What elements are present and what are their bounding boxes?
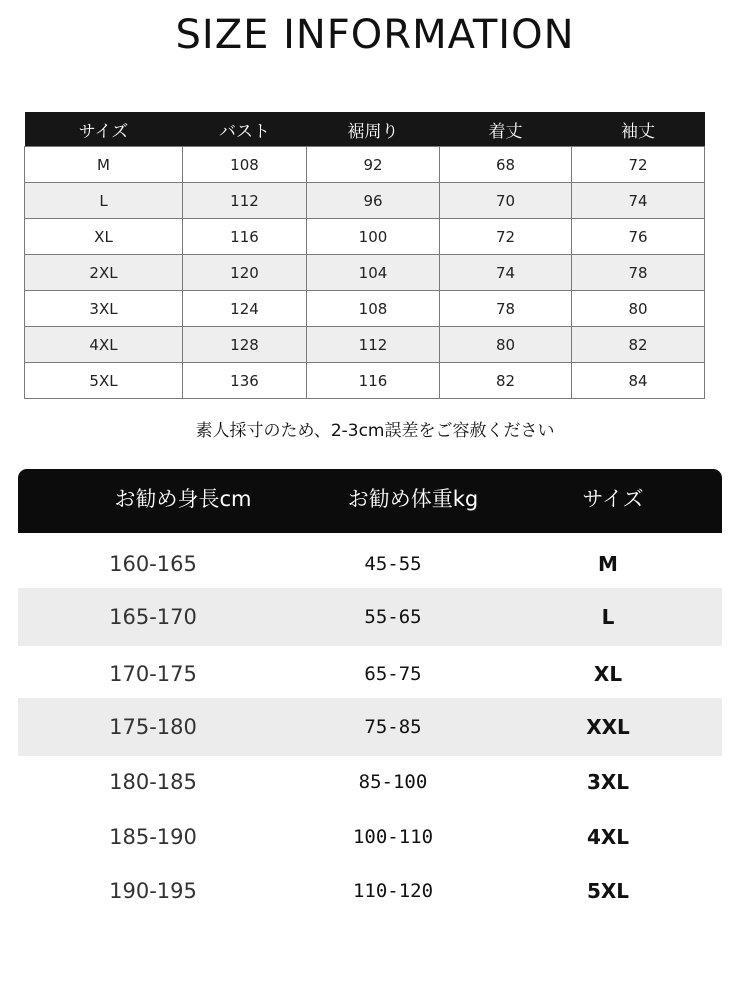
- height-range: 175-180: [109, 715, 197, 739]
- cell: 116: [307, 363, 440, 399]
- cell: 74: [440, 255, 572, 291]
- cell: M: [25, 147, 183, 183]
- cell: 116: [183, 219, 307, 255]
- cell: 112: [183, 183, 307, 219]
- cell: 2XL: [25, 255, 183, 291]
- cell: 78: [572, 255, 705, 291]
- page-title: SIZE INFORMATION: [175, 12, 575, 58]
- header-height: お勧め身長cm: [114, 487, 252, 511]
- weight-range: 85-100: [358, 771, 428, 793]
- cell: 124: [183, 291, 307, 327]
- table-row: [18, 588, 722, 646]
- size-table: [24, 112, 705, 399]
- cell: 82: [440, 363, 572, 399]
- height-range: 160-165: [109, 552, 197, 576]
- cell: 104: [307, 255, 440, 291]
- height-range: 165-170: [109, 605, 197, 629]
- weight-range: 45-55: [364, 553, 422, 575]
- cell: 72: [440, 219, 572, 255]
- cell: 80: [440, 327, 572, 363]
- table-row: [25, 183, 705, 219]
- header-hem: 裾周り: [307, 112, 440, 147]
- cell: 5XL: [25, 363, 183, 399]
- size-label: XL: [593, 662, 623, 686]
- height-range: 190-195: [109, 879, 197, 903]
- cell: 136: [183, 363, 307, 399]
- cell: 68: [440, 147, 572, 183]
- cell: 82: [572, 327, 705, 363]
- height-range: 180-185: [109, 770, 197, 794]
- cell: 96: [307, 183, 440, 219]
- table-row: [25, 255, 705, 291]
- table-row: [25, 291, 705, 327]
- header-bust: バスト: [183, 112, 307, 147]
- size-table-header: [25, 112, 705, 147]
- cell: XL: [25, 219, 183, 255]
- recommend-table-header: [18, 469, 722, 533]
- height-range: 185-190: [109, 825, 197, 849]
- header-size: サイズ: [582, 487, 644, 511]
- cell: 108: [307, 291, 440, 327]
- cell: 80: [572, 291, 705, 327]
- cell: L: [25, 183, 183, 219]
- size-label: 5XL: [586, 879, 630, 903]
- cell: 76: [572, 219, 705, 255]
- weight-range: 100-110: [352, 826, 434, 848]
- cell: 128: [183, 327, 307, 363]
- cell: 100: [307, 219, 440, 255]
- table-row: [25, 219, 705, 255]
- height-range: 170-175: [109, 662, 197, 686]
- cell: 74: [572, 183, 705, 219]
- weight-range: 110-120: [352, 880, 434, 902]
- table-row: [18, 753, 722, 811]
- size-label: 4XL: [586, 825, 630, 849]
- measurement-note: 素人採寸のため、2-3cm誤差をご容赦ください: [195, 421, 555, 441]
- header-size: サイズ: [25, 112, 183, 147]
- table-row: [25, 327, 705, 363]
- cell: 84: [572, 363, 705, 399]
- cell: 108: [183, 147, 307, 183]
- size-label: M: [598, 552, 618, 576]
- table-row: [18, 535, 722, 593]
- table-row: [18, 862, 722, 920]
- table-row: [25, 147, 705, 183]
- cell: 4XL: [25, 327, 183, 363]
- header-weight: お勧め体重kg: [347, 487, 479, 511]
- size-label: 3XL: [586, 770, 630, 794]
- weight-range: 65-75: [364, 663, 422, 685]
- header-sleeve: 袖丈: [572, 112, 705, 147]
- size-label: L: [601, 605, 615, 629]
- cell: 3XL: [25, 291, 183, 327]
- cell: 112: [307, 327, 440, 363]
- cell: 70: [440, 183, 572, 219]
- table-row: [18, 698, 722, 756]
- table-row: [18, 645, 722, 703]
- table-row: [18, 808, 722, 866]
- weight-range: 55-65: [364, 606, 422, 628]
- weight-range: 75-85: [364, 716, 422, 738]
- header-length: 着丈: [440, 112, 572, 147]
- size-label: XXL: [586, 715, 630, 739]
- cell: 78: [440, 291, 572, 327]
- table-row: [25, 363, 705, 399]
- cell: 120: [183, 255, 307, 291]
- cell: 92: [307, 147, 440, 183]
- cell: 72: [572, 147, 705, 183]
